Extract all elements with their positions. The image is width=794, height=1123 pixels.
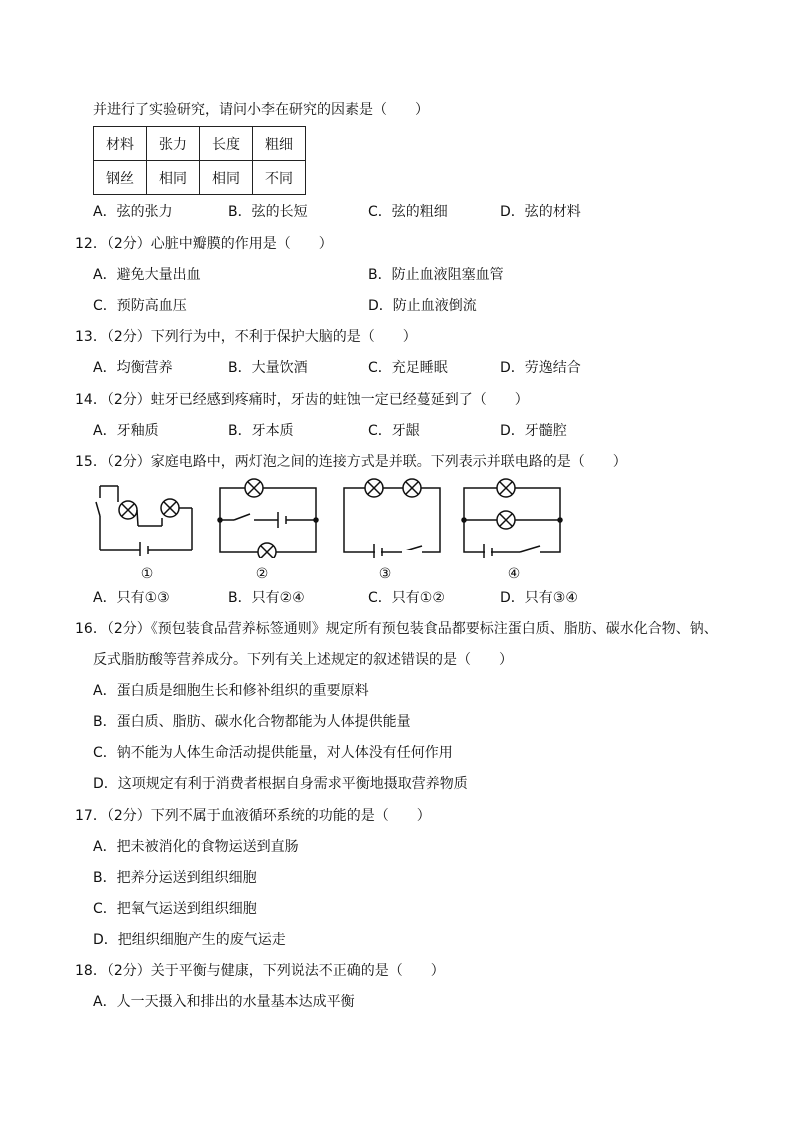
q12-option-a[interactable]: A．避免大量出血 [93, 267, 201, 283]
q17-option-a[interactable]: A．把未被消化的食物运送到直肠 [93, 839, 299, 855]
q13-option-d[interactable]: D．劳逸结合 [500, 360, 581, 376]
q11-option-a[interactable]: A．弦的张力 [93, 204, 173, 220]
q12-option-d[interactable]: D．防止血液倒流 [368, 298, 477, 314]
q12-option-b[interactable]: B．防止血液阻塞血管 [368, 267, 504, 283]
circuit-label-2: ② [255, 566, 269, 582]
question-18-stem: 18．（2分）关于平衡与健康，下列说法不正确的是（ ） [75, 963, 445, 979]
table-header-row [94, 127, 306, 161]
question-11-stem-tail: 并进行了实验研究，请问小李在研究的因素是（ ） [93, 102, 429, 118]
q16-option-b[interactable]: B．蛋白质、脂肪、碳水化合物都能为人体提供能量 [93, 714, 411, 730]
q14-option-a[interactable]: A．牙釉质 [93, 423, 159, 439]
table-row [94, 161, 306, 195]
q13-option-a[interactable]: A．均衡营养 [93, 360, 173, 376]
table-cell: 不同 [253, 161, 306, 195]
q17-option-d[interactable]: D．把组织细胞产生的废气运走 [93, 932, 286, 948]
experiment-table [93, 126, 306, 195]
question-16-stem-line2: 反式脂肪酸等营养成分。下列有关上述规定的叙述错误的是（ ） [93, 652, 513, 668]
q14-option-c[interactable]: C．牙龈 [368, 423, 420, 439]
table-cell: 张力 [147, 127, 200, 161]
question-13-stem: 13．（2分）下列行为中，不利于保护大脑的是（ ） [75, 329, 417, 345]
q14-option-d[interactable]: D．牙髓腔 [500, 423, 567, 439]
circuit-label-3: ③ [378, 566, 392, 582]
q15-option-c[interactable]: C．只有①② [368, 590, 445, 606]
table-cell: 粗细 [253, 127, 306, 161]
question-16-stem-line1: 16．（2分）《预包装食品营养标签通则》规定所有预包装食品都要标注蛋白质、脂肪、碳水化合物、钠、 [75, 621, 718, 637]
q15-option-b[interactable]: B．只有②④ [228, 590, 305, 606]
q12-option-c[interactable]: C．预防高血压 [93, 298, 187, 314]
q15-option-a[interactable]: A．只有①③ [93, 590, 170, 606]
table-cell: 材料 [94, 127, 147, 161]
q16-option-c[interactable]: C．钠不能为人体生命活动提供能量，对人体没有任何作用 [93, 745, 453, 761]
question-14-stem: 14．（2分）蛀牙已经感到疼痛时，牙齿的蛀蚀一定已经蔓延到了（ ） [75, 392, 529, 408]
table-cell: 钢丝 [94, 161, 147, 195]
q15-option-d[interactable]: D．只有③④ [500, 590, 578, 606]
q17-option-c[interactable]: C．把氧气运送到组织细胞 [93, 901, 257, 917]
circuit-diagram-1 [90, 478, 200, 556]
q16-option-d[interactable]: D．这项规定有利于消费者根据自身需求平衡地摄取营养物质 [93, 776, 468, 792]
question-15-stem: 15．（2分）家庭电路中，两灯泡之间的连接方式是并联。下列表示并联电路的是（ ） [75, 454, 627, 470]
circuit-label-4: ④ [507, 566, 521, 582]
q14-option-b[interactable]: B．牙本质 [228, 423, 294, 439]
circuit-label-1: ① [140, 566, 154, 582]
q18-option-a[interactable]: A．人一天摄入和排出的水量基本达成平衡 [93, 994, 355, 1010]
q16-option-a[interactable]: A．蛋白质是细胞生长和修补组织的重要原料 [93, 683, 369, 699]
question-17-stem: 17．（2分）下列不属于血液循环系统的功能的是（ ） [75, 808, 431, 824]
q11-option-c[interactable]: C．弦的粗细 [368, 204, 448, 220]
q13-option-b[interactable]: B．大量饮酒 [228, 360, 308, 376]
table-cell: 相同 [200, 161, 253, 195]
table-cell: 长度 [200, 127, 253, 161]
circuit-diagram-2 [214, 478, 324, 558]
circuit-diagram-3 [338, 478, 448, 558]
question-12-stem: 12．（2分）心脏中瓣膜的作用是（ ） [75, 236, 333, 252]
q17-option-b[interactable]: B．把养分运送到组织细胞 [93, 870, 257, 886]
q11-option-d[interactable]: D．弦的材料 [500, 204, 581, 220]
q11-option-b[interactable]: B．弦的长短 [228, 204, 308, 220]
q13-option-c[interactable]: C．充足睡眠 [368, 360, 448, 376]
table-cell: 相同 [147, 161, 200, 195]
circuit-diagram-4 [458, 478, 568, 558]
